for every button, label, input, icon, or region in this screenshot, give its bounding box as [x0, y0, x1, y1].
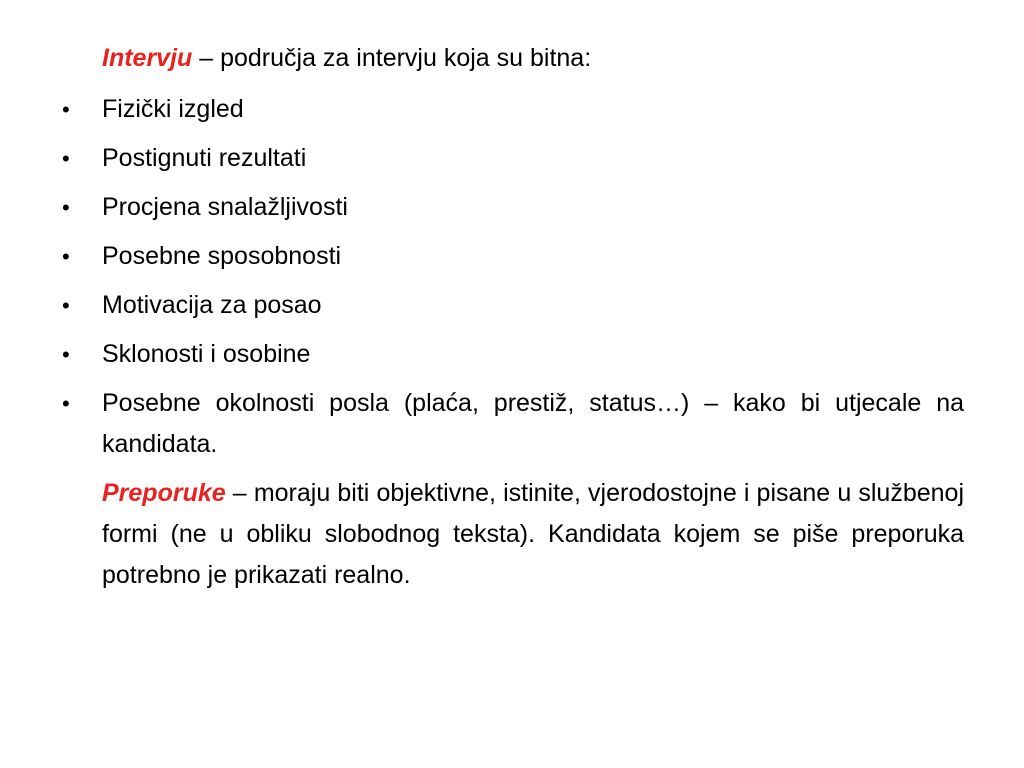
list-item-text: Fizički izgled — [102, 95, 244, 123]
intro-highlight: Intervju — [102, 44, 193, 72]
list-item-text: Posebne okolnosti posla (plaća, prestiž, status…) – kako bi utjecale na kandidata. — [102, 389, 964, 458]
bullet-marker: • — [62, 293, 70, 318]
list-item-text: Posebne sposobnosti — [102, 242, 342, 270]
list-item — [62, 187, 964, 228]
intro-text: – područja za intervju koja su bitna: — [192, 44, 592, 72]
intro-paragraph — [62, 38, 964, 79]
list-item-text: Postignuti rezultati — [102, 144, 307, 172]
bullet-marker: • — [62, 342, 70, 367]
closing-highlight: Preporuke — [102, 479, 226, 507]
bullet-list — [62, 89, 964, 465]
closing-paragraph — [62, 473, 964, 596]
list-item-text: Sklonosti i osobine — [102, 340, 311, 368]
bullet-marker: • — [62, 97, 70, 122]
bullet-marker: • — [62, 244, 70, 269]
list-item-text: Procjena snalažljivosti — [102, 193, 348, 221]
list-item — [62, 334, 964, 375]
closing-text: – moraju biti objektivne, istinite, vjerodostojne i pisane u službenoj formi (ne u obliku slobodnog teksta). Kandidata kojem se piše preporuka potrebno je prikazati realno. — [102, 479, 964, 589]
list-item — [62, 285, 964, 326]
slide-content — [62, 38, 964, 596]
bullet-marker: • — [62, 146, 70, 171]
list-item — [62, 236, 964, 277]
list-item — [62, 383, 964, 465]
list-item — [62, 89, 964, 130]
list-item-text: Motivacija za posao — [102, 291, 322, 319]
bullet-marker: • — [62, 391, 70, 416]
bullet-marker: • — [62, 195, 70, 220]
list-item — [62, 138, 964, 179]
